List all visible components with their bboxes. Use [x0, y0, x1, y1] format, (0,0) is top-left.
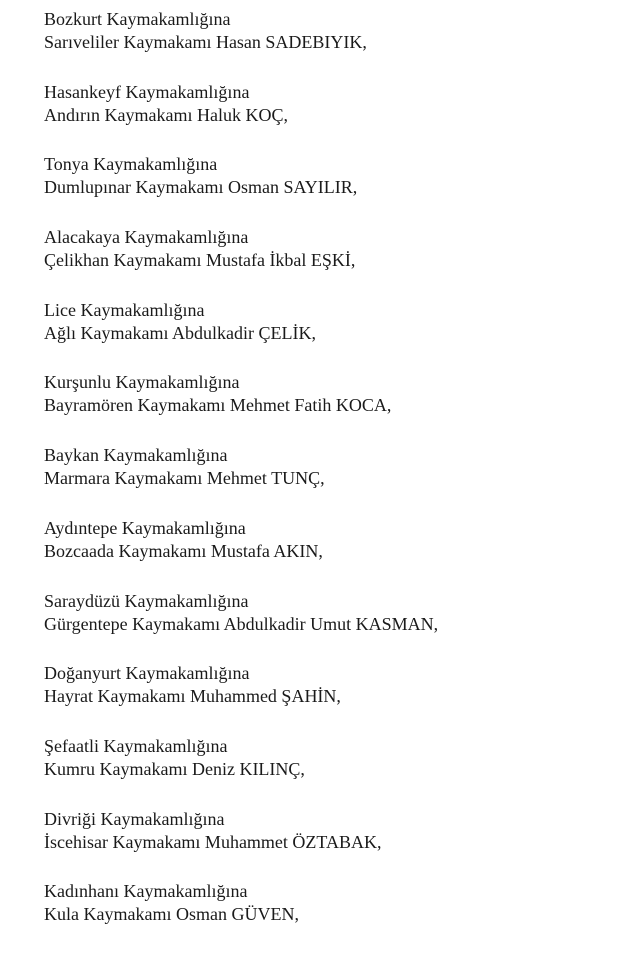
- district-line: Tonya Kaymakamlığına: [44, 154, 218, 175]
- appointment-entry: [44, 880, 624, 953]
- appointment-entry: [44, 590, 624, 663]
- appointment-entry: [44, 517, 624, 590]
- appointment-entry: [44, 662, 624, 735]
- appointee-line: Kula Kaymakamı Osman GÜVEN,: [44, 904, 299, 925]
- district-line: Kadınhanı Kaymakamlığına: [44, 881, 248, 902]
- appointee-line: Kumru Kaymakamı Deniz KILINÇ,: [44, 758, 305, 779]
- district-line: Şefaatli Kaymakamlığına: [44, 735, 228, 756]
- appointee-line: Dumlupınar Kaymakamı Osman SAYILIR,: [44, 177, 358, 198]
- appointment-entry: [44, 153, 624, 226]
- appointee-line: Hayrat Kaymakamı Muhammed ŞAHİN,: [44, 686, 341, 707]
- appointee-line: Marmara Kaymakamı Mehmet TUNÇ,: [44, 468, 325, 489]
- appointee-line: İscehisar Kaymakamı Muhammet ÖZTABAK,: [44, 831, 382, 852]
- appointment-entry: [44, 808, 624, 881]
- district-line: Alacakaya Kaymakamlığına: [44, 227, 249, 248]
- district-line: Bozkurt Kaymakamlığına: [44, 9, 231, 29]
- appointee-line: Bayramören Kaymakamı Mehmet Fatih KOCA,: [44, 395, 392, 416]
- appointment-entry: [44, 299, 624, 372]
- district-line: Kurşunlu Kaymakamlığına: [44, 372, 240, 393]
- district-line: Divriği Kaymakamlığına: [44, 808, 225, 829]
- appointment-entry: [44, 371, 624, 444]
- appointee-line: Çelikhan Kaymakamı Mustafa İkbal EŞKİ,: [44, 250, 356, 271]
- appointee-line: Bozcaada Kaymakamı Mustafa AKIN,: [44, 540, 323, 561]
- appointment-list: [44, 8, 624, 953]
- appointee-line: Ağlı Kaymakamı Abdulkadir ÇELİK,: [44, 322, 316, 343]
- appointment-entry: [44, 735, 624, 808]
- district-line: Aydıntepe Kaymakamlığına: [44, 517, 246, 538]
- appointment-entry: [44, 226, 624, 299]
- district-line: Lice Kaymakamlığına: [44, 299, 205, 320]
- district-line: Saraydüzü Kaymakamlığına: [44, 590, 249, 611]
- district-line: Baykan Kaymakamlığına: [44, 445, 228, 466]
- appointee-line: Gürgentepe Kaymakamı Abdulkadir Umut KASMAN,: [44, 613, 439, 634]
- appointee-line: Sarıveliler Kaymakamı Hasan SADEBIYIK,: [44, 32, 367, 52]
- district-line: Hasankeyf Kaymakamlığına: [44, 81, 250, 102]
- appointee-line: Andırın Kaymakamı Haluk KOÇ,: [44, 104, 288, 125]
- district-line: Doğanyurt Kaymakamlığına: [44, 663, 250, 684]
- appointment-entry: [44, 8, 624, 81]
- appointment-entry: [44, 444, 624, 517]
- appointment-entry: [44, 81, 624, 154]
